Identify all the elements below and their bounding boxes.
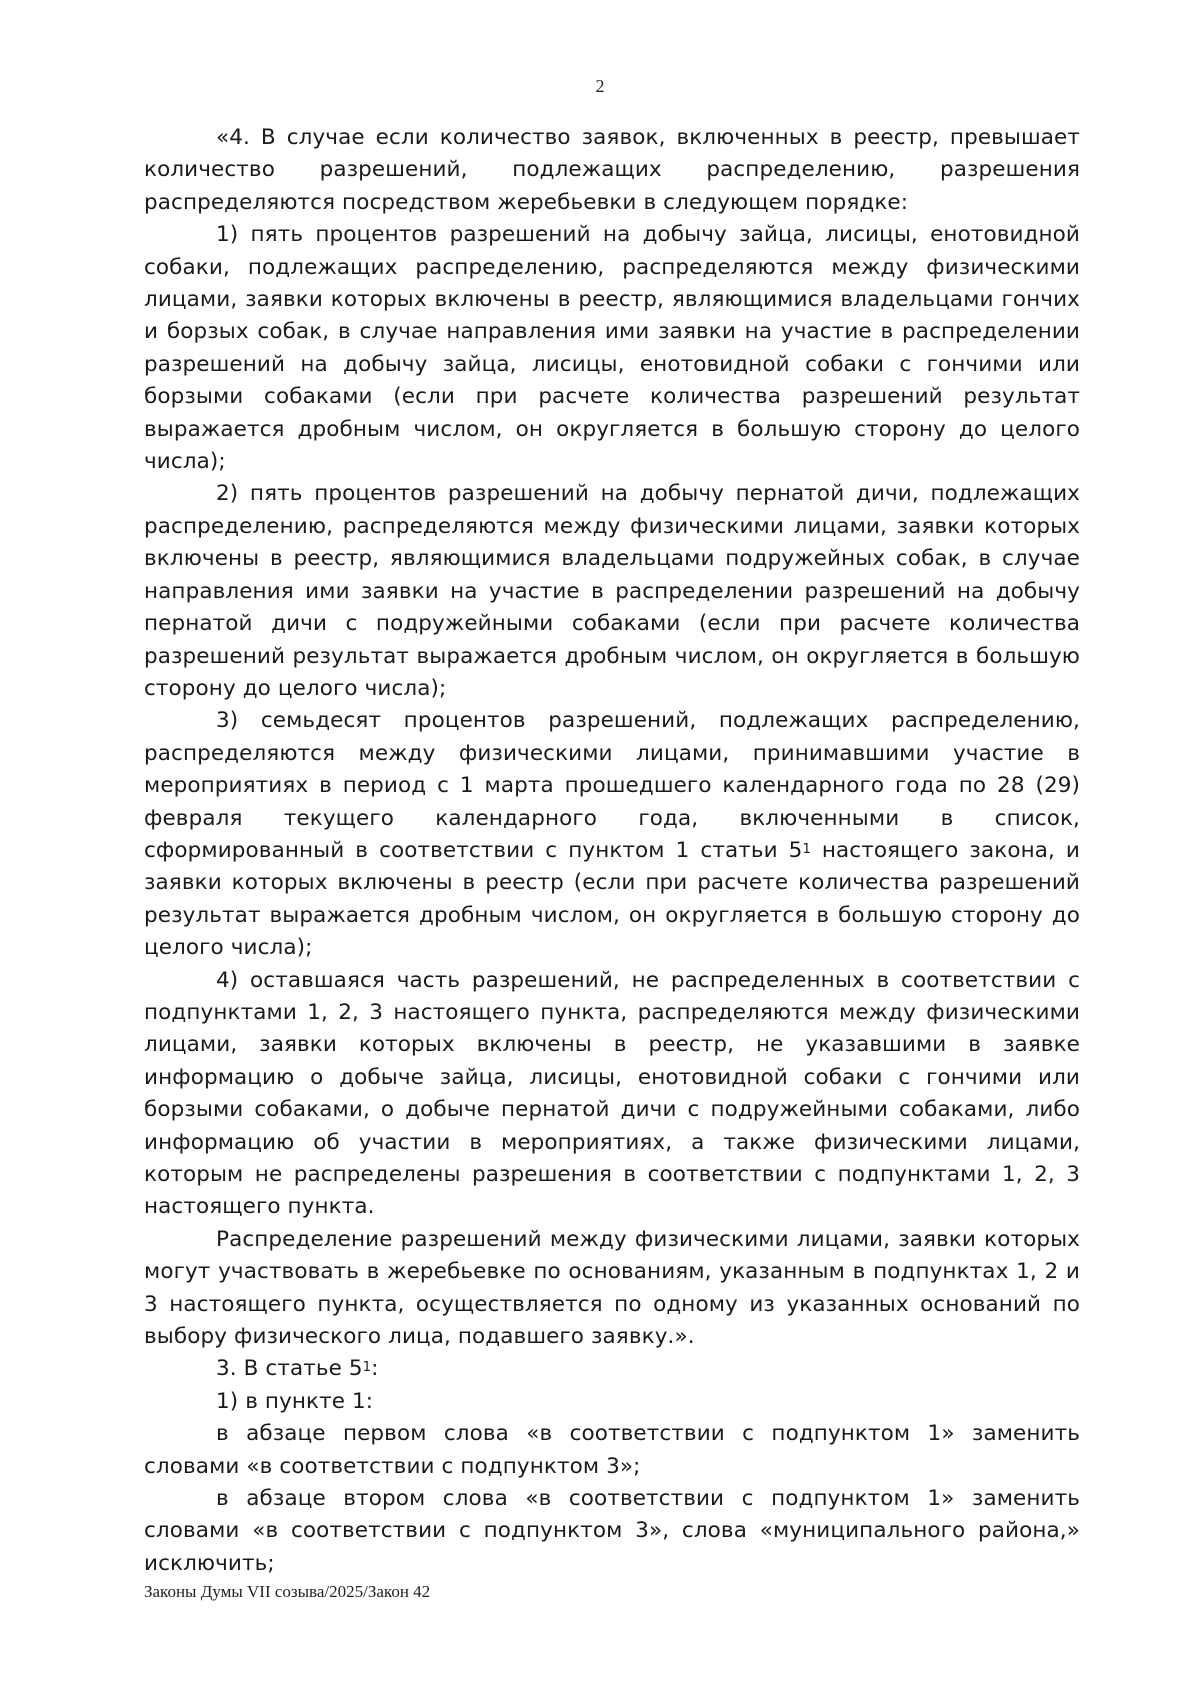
paragraph-item-2: 2) пять процентов разрешений на добычу пернатой дичи, подлежащих распределению, распределяются между физическими лицами, заявки которых включены в реестр, являющимися владельцами подружейных собак, в случае направления ими заявки на участие в распределении разрешений на добычу пернатой дичи с подружейными собаками (если при расчете количества разрешений результат выражается дробным числом, он округляется в большую сторону до целого числа);: [144, 481, 1080, 701]
document-body: [144, 122, 1080, 1580]
paragraph-distribution: Распределение разрешений между физическими лицами, заявки которых могут участвовать в жеребьевке по основаниям, указанным в подпунктах 1, 2 и 3 настоящего пункта, осуществляется по одному из указанных оснований по выбору физического лица, подавшего заявку.».: [144, 1226, 1080, 1350]
paragraph-second-abzac: в абзаце втором слова «в соответствии с подпунктом 1» заменить словами «в соответствии с подпунктом 3», слова «муниципального района,» исключить;: [144, 1486, 1080, 1576]
article-heading-text: 3. В статье 5: [216, 1356, 363, 1382]
page-number: 2: [595, 76, 605, 96]
footer-reference: Законы Думы VII созыва/2025/Закон 42: [144, 1582, 431, 1601]
paragraph-item-1: 1) пять процентов разрешений на добычу зайца, лисицы, енотовидной собаки, подлежащих распределению, распределяются между физическими лицами, заявки которых включены в реестр, являющимися владельцами гончих и борзых собак, в случае направления ими заявки на участие в распределении разрешений на добычу зайца, лисицы, енотовидной собаки с гончими или борзыми собаками (если при расчете количества разрешений результат выражается дробным числом, он округляется в большую сторону до целого числа);: [144, 222, 1080, 475]
item-3-superscript: 1: [802, 841, 811, 857]
paragraph-item-4: 4) оставшаяся часть разрешений, не распределенных в соответствии с подпунктами 1, 2, 3 настоящего пункта, распределяются между физическими лицами, заявки которых включены в реестр, не указавшими в заявке информацию о добыче зайца, лисицы, енотовидной собаки с гончими или борзыми собаками, о добыче пернатой дичи с подружейными собаками, либо информацию об участии в мероприятиях, а также физическими лицами, которым не распределены разрешения в соответствии с подпунктами 1, 2, 3 настоящего пункта.: [144, 967, 1080, 1220]
paragraph-clause-1: 1) в пункте 1:: [216, 1388, 374, 1414]
paragraph-intro: «4. В случае если количество заявок, включенных в реестр, превышает количество разрешений, подлежащих распределению, разрешения распределяются посредством жеребьевки в следующем порядке:: [144, 125, 1080, 215]
item-3-text-continued: настоящего закона, и заявки которых включены в реестр (если при расчете количества разрешений результат выражается дробным числом, он округляется в большую сторону до целого числа);: [144, 837, 1081, 961]
article-heading-colon: :: [371, 1356, 379, 1382]
paragraph-first-abzac: в абзаце первом слова «в соответствии с подпунктом 1» заменить словами «в соответствии с подпунктом 3»;: [144, 1421, 1080, 1479]
article-superscript: 1: [362, 1360, 372, 1376]
paragraph-item-3: [144, 705, 1080, 964]
item-3-text: 3) семьдесят процентов разрешений, подлежащих распределению, распределяются между физическими лицами, принимавшими участие в мероприятиях в период с 1 марта прошедшего календарного года по 28 (29) февраля текущего календарного года, включенными в список, сформированный в соответствии с пунктом 1 статьи 5: [144, 708, 1080, 863]
paragraph-article-heading: [144, 1353, 1080, 1385]
